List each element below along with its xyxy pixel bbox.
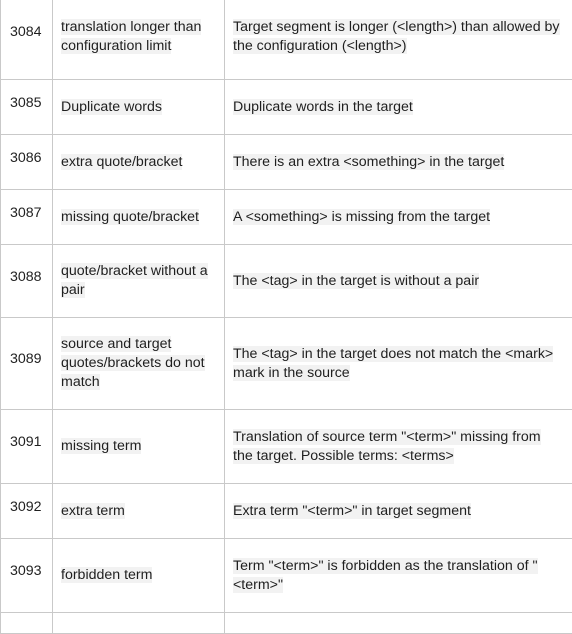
error-description: Translation of source term "<term>" missing from the target. Possible terms: <terms>	[233, 429, 541, 464]
error-name: forbidden term	[61, 567, 152, 583]
error-description-cell	[225, 190, 572, 245]
error-code-cell	[1, 135, 53, 190]
error-name-cell	[53, 484, 225, 539]
error-code: 3093	[10, 563, 42, 579]
error-code-cell	[1, 245, 53, 318]
error-description-cell	[225, 484, 572, 539]
error-name-cell	[53, 245, 225, 318]
error-name: translation longer than configuration limit	[61, 19, 201, 54]
empty-cell	[225, 613, 572, 634]
error-description: The <tag> in the target is without a pair	[233, 273, 479, 289]
error-code-cell	[1, 80, 53, 135]
table-row	[1, 0, 572, 80]
error-code: 3085	[10, 95, 42, 111]
error-description-cell	[225, 318, 572, 410]
error-code-cell	[1, 539, 53, 613]
error-name-cell	[53, 539, 225, 613]
error-name: missing quote/bracket	[61, 209, 199, 225]
error-description: Duplicate words in the target	[233, 99, 413, 115]
error-description: Target segment is longer (<length>) than allowed by the configuration (<length>)	[233, 19, 560, 54]
error-description: Term "<term>" is forbidden as the translation of " <term>"	[233, 558, 538, 593]
error-code-cell	[1, 190, 53, 245]
error-description: The <tag> in the target does not match the <mark> mark in the source	[233, 346, 553, 381]
error-name: source and target quotes/brackets do not match	[61, 336, 205, 390]
error-description: There is an extra <something> in the target	[233, 154, 504, 170]
error-name-cell	[53, 80, 225, 135]
error-name: missing term	[61, 438, 141, 454]
table-row	[1, 410, 572, 484]
error-name-cell	[53, 190, 225, 245]
table-row	[1, 539, 572, 613]
error-name-cell	[53, 0, 225, 80]
empty-cell	[1, 613, 53, 634]
error-code: 3092	[10, 499, 42, 515]
error-name: extra term	[61, 503, 125, 519]
error-description-cell	[225, 80, 572, 135]
error-code: 3084	[10, 24, 42, 40]
empty-cell	[53, 613, 225, 634]
error-code-cell	[1, 410, 53, 484]
error-code: 3086	[10, 150, 42, 166]
error-name-cell	[53, 318, 225, 410]
error-code: 3087	[10, 205, 42, 221]
table-row-partial	[1, 613, 572, 634]
error-code-cell	[1, 0, 53, 80]
error-description-cell	[225, 539, 572, 613]
error-description-cell	[225, 0, 572, 80]
table-row	[1, 80, 572, 135]
error-name-cell	[53, 135, 225, 190]
table-row	[1, 245, 572, 318]
table-row	[1, 135, 572, 190]
error-name-cell	[53, 410, 225, 484]
error-description-cell	[225, 135, 572, 190]
error-code: 3089	[10, 351, 42, 367]
error-description: A <something> is missing from the target	[233, 209, 490, 225]
error-code: 3088	[10, 269, 42, 285]
table-row	[1, 318, 572, 410]
table-row	[1, 484, 572, 539]
error-code-cell	[1, 318, 53, 410]
table-row	[1, 190, 572, 245]
error-description: Extra term "<term>" in target segment	[233, 503, 471, 519]
error-name: extra quote/bracket	[61, 154, 182, 170]
error-description-cell	[225, 410, 572, 484]
error-name: Duplicate words	[61, 99, 162, 115]
error-name: quote/bracket without a pair	[61, 263, 208, 298]
error-code-cell	[1, 484, 53, 539]
error-description-cell	[225, 245, 572, 318]
error-code: 3091	[10, 434, 42, 450]
